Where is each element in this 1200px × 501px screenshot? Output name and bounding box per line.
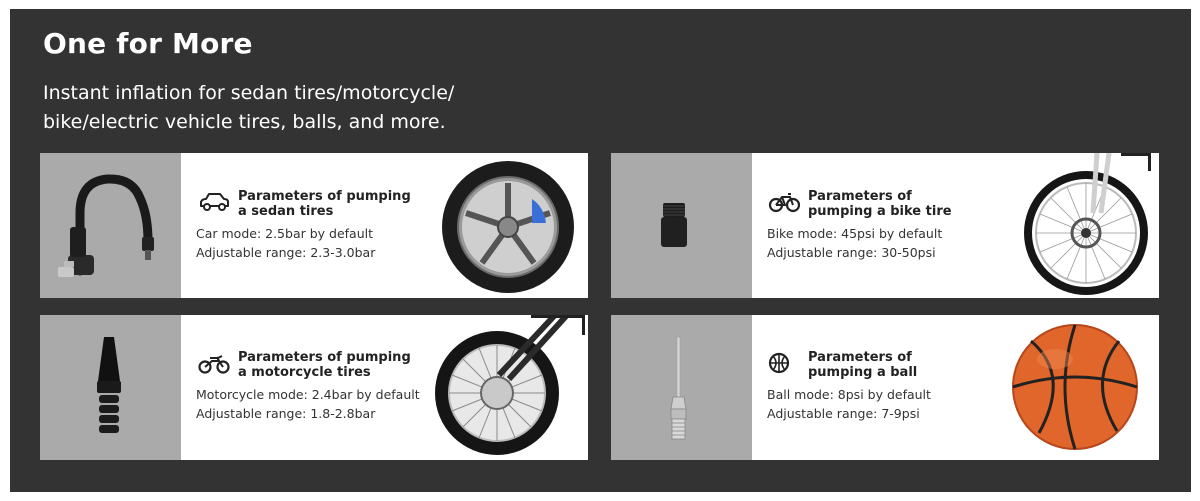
ball-card [611, 315, 1159, 460]
bike-range-text: Adjustable range: 30-50psi [767, 245, 936, 260]
sedan-heading [198, 189, 411, 219]
motorcycle-range-text: Adjustable range: 1.8-2.8bar [196, 406, 376, 421]
bike-wheel-image [1001, 153, 1151, 298]
hose-nozzle-image [40, 153, 181, 298]
sedan-heading-line-2: a sedan tires [238, 204, 334, 219]
bike-heading-line-2: pumping a bike tire [808, 204, 952, 219]
bike-heading-line-1: Parameters of [808, 189, 912, 204]
page-title: One for More [43, 27, 253, 60]
motorcycle-card [40, 315, 588, 460]
ball-mode-text: Ball mode: 8psi by default [767, 387, 931, 402]
hose-nozzle-thumbnail [40, 153, 181, 298]
car-icon [198, 191, 230, 213]
ball-heading-line-2: pumping a ball [808, 365, 918, 380]
ball-heading [768, 350, 917, 380]
ball-needle-image [611, 315, 752, 460]
cone-nozzle-image [40, 315, 181, 460]
bicycle-icon [768, 191, 800, 213]
presta-adapter-image [611, 153, 752, 298]
sedan-mode-text: Car mode: 2.5bar by default [196, 226, 374, 241]
cone-nozzle-thumbnail [40, 315, 181, 460]
ball-range-text: Adjustable range: 7-9psi [767, 406, 920, 421]
bike-card [611, 153, 1159, 298]
subtitle-line-2: bike/electric vehicle tires, balls, and more. [43, 111, 446, 133]
motorcycle-icon [198, 352, 230, 374]
motorcycle-wheel-image [435, 315, 585, 460]
sedan-heading-line-1: Parameters of pumping [238, 189, 411, 204]
basketball-image [1001, 315, 1151, 460]
page-subtitle [43, 79, 513, 137]
motorcycle-heading-line-2: a motorcycle tires [238, 365, 371, 380]
motorcycle-mode-text: Motorcycle mode: 2.4bar by default [196, 387, 420, 402]
ball-needle-thumbnail [611, 315, 752, 460]
ball-heading-line-1: Parameters of [808, 350, 912, 365]
bike-mode-text: Bike mode: 45psi by default [767, 226, 943, 241]
bike-heading [768, 189, 952, 219]
motorcycle-heading-line-1: Parameters of pumping [238, 350, 411, 365]
sedan-card [40, 153, 588, 298]
sedan-range-text: Adjustable range: 2.3-3.0bar [196, 245, 376, 260]
subtitle-line-1: Instant inflation for sedan tires/motorcycle/ [43, 82, 455, 104]
motorcycle-heading [198, 350, 411, 380]
valve-adapter-thumbnail [611, 153, 752, 298]
basketball-icon [768, 352, 800, 374]
car-wheel-image [432, 153, 582, 298]
